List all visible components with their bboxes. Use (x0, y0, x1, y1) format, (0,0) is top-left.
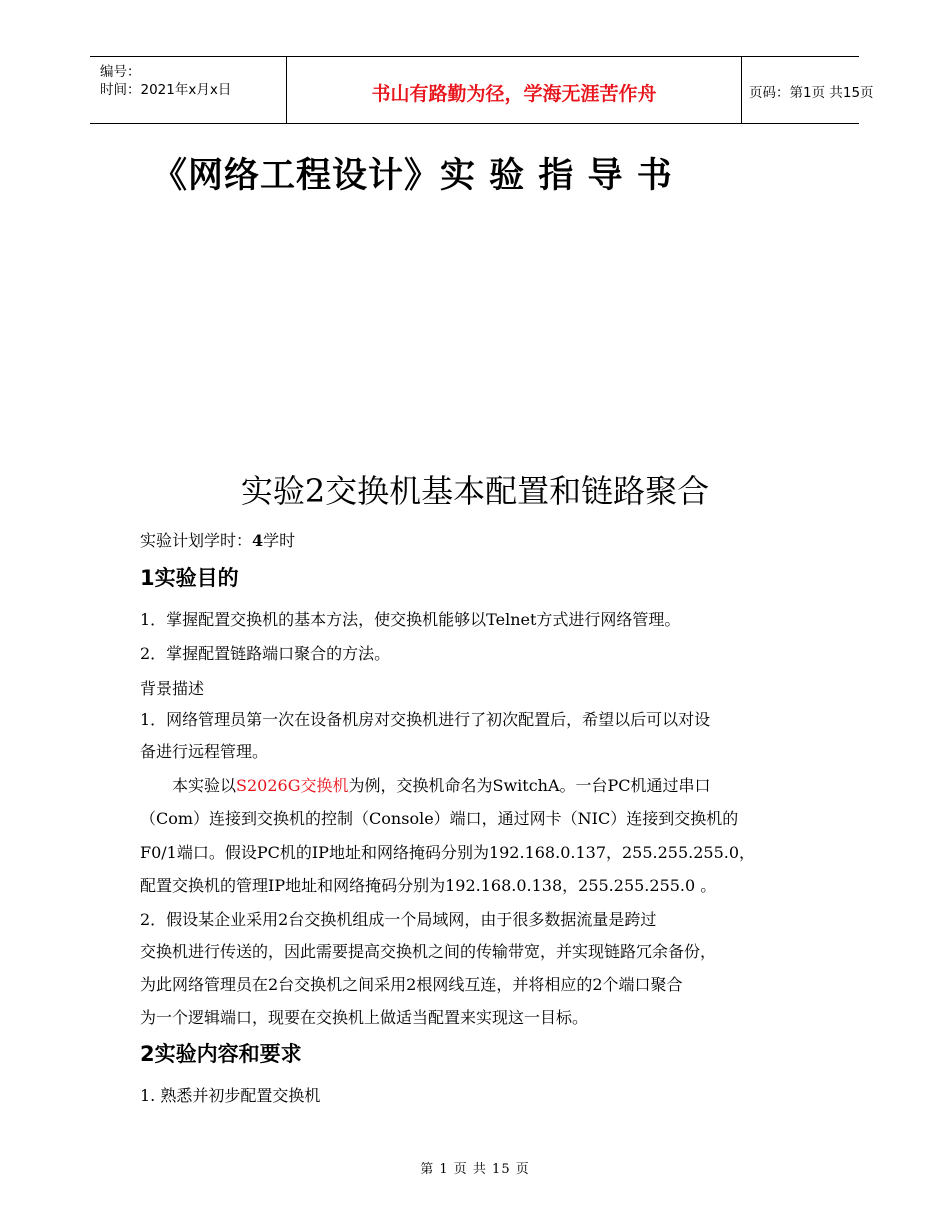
plan-hours (140, 528, 295, 551)
content-item: 1. 熟悉并初步配置交换机 (140, 1086, 321, 1105)
background-line: 配置交换机的管理IP地址和网络掩码分别为192.168.0.138，255.255.255.0 。 (140, 876, 717, 895)
background-paragraph-start (172, 773, 711, 796)
background-line: 2．假设某企业采用2台交换机组成一个局域网，由于很多数据流量是跨过 (140, 910, 657, 929)
background-line: （Com）连接到交换机的控制（Console）端口，通过网卡（NIC）连接到交换机的 (140, 809, 739, 828)
header-page-cell (741, 57, 874, 123)
bg-para-highlight: S2026G交换机 (236, 776, 349, 795)
header-motto-cell (286, 57, 742, 123)
page-footer: 第 1 页 共 15 页 (420, 1162, 530, 1177)
document-number-label: 编号： (100, 64, 141, 80)
plan-hours-label: 实验计划学时： (140, 531, 253, 550)
header-page-number: 页码：第1页 共15页 (749, 85, 874, 101)
document-time-label: 时间：2021年x月x日 (100, 82, 232, 98)
plan-hours-value: 4 (252, 531, 264, 550)
section-heading-purpose: 1实验目的 (140, 566, 239, 590)
header-info-cell (90, 57, 286, 123)
background-line: 备进行远程管理。 (140, 742, 269, 761)
bg-para-prefix: 本实验以 (172, 776, 237, 795)
background-line: 为此网络管理员在2台交换机之间采用2根网线互连，并将相应的2个端口聚合 (140, 975, 683, 994)
bg-para-suffix: 为例，交换机命名为SwitchA。一台PC机通过串口 (348, 776, 711, 795)
section-heading-content: 2实验内容和要求 (140, 1042, 302, 1066)
background-label: 背景描述 (140, 679, 205, 698)
background-line: 为一个逻辑端口，现要在交换机上做适当配置来实现这一目标。 (140, 1008, 589, 1027)
background-line: F0/1端口。假设PC机的IP地址和网络掩码分别为192.168.0.137，255.255.255.0， (140, 843, 756, 862)
plan-hours-unit: 学时 (263, 531, 296, 550)
background-line: 1．网络管理员第一次在设备机房对交换机进行了初次配置后，希望以后可以对设 (140, 710, 711, 729)
document-title: 《网络工程设计》实 验 指 导 书 (152, 155, 673, 196)
purpose-item: 1．掌握配置交换机的基本方法，使交换机能够以Telnet方式进行网络管理。 (140, 610, 681, 629)
header-motto: 书山有路勤为径，学海无涯苦作舟 (371, 83, 657, 105)
purpose-item: 2．掌握配置链路端口聚合的方法。 (140, 644, 391, 663)
page-header (90, 56, 874, 124)
experiment-title: 实验2交换机基本配置和链路聚合 (240, 472, 710, 510)
background-line: 交换机进行传送的，因此需要提高交换机之间的传输带宽，并实现链路冗余备份， (140, 942, 717, 961)
